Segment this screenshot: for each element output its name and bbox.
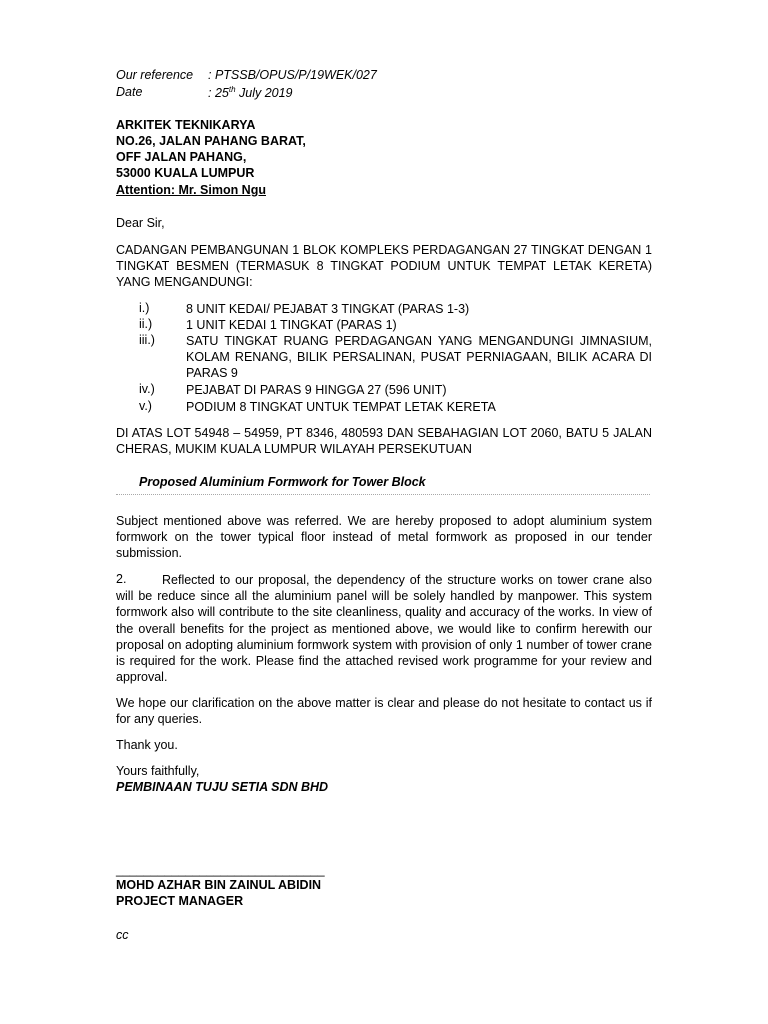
reference-value: : PTSSB/OPUS/P/19WEK/027 xyxy=(208,68,377,82)
list-item-text: PEJABAT DI PARAS 9 HINGGA 27 (596 UNIT) xyxy=(186,383,447,397)
list-item-text: SATU TINGKAT RUANG PERDAGANGAN YANG MENGANDUNGI JIMNASIUM, KOLAM RENANG, BILIK PERSALINAN, PUSAT PERNIAGAAN, BILIK ACARA DI PARAS 9 xyxy=(186,334,652,381)
body-paragraph-2: Reflected to our proposal, the dependency of the structure works on tower crane also will be reduce since all the aluminium panel will be solely handled by manpower. This system formwork also will contribute to the site cleanliness, quality and accuracy of the works. In view of the overall benefits for the project as mentioned above, we would like to confirm herewith our proposal on adopting aluminium formwork system with provision of only 1 number of tower crane is required for the work. Please find the attached revised work programme for your review and approval. xyxy=(116,573,652,685)
body-paragraph-1: Subject mentioned above was referred. We are hereby proposed to adopt aluminium system formwork on the tower typical floor instead of metal formwork as proposed in our tender submission. xyxy=(116,514,652,561)
company-name: PEMBINAAN TUJU SETIA SDN BHD xyxy=(116,780,329,794)
list-item-text: 1 UNIT KEDAI 1 TINGKAT (PARAS 1) xyxy=(186,318,397,332)
date-label: Date xyxy=(116,85,143,99)
list-item-number: ii.) xyxy=(139,317,153,331)
cc-label: cc xyxy=(116,928,129,942)
body-paragraph-3: We hope our clarification on the above matter is clear and please do not hesitate to contact us if for any queries. xyxy=(116,696,652,727)
subject-divider xyxy=(116,494,650,495)
date-ordinal: th xyxy=(228,85,236,94)
valediction: Yours faithfully, xyxy=(116,764,200,778)
recipient-address-line: NO.26, JALAN PAHANG BARAT, xyxy=(116,134,306,148)
salutation: Dear Sir, xyxy=(116,216,165,230)
list-item-number: iv.) xyxy=(139,382,155,396)
reference-label: Our reference xyxy=(116,68,194,82)
recipient-address-line: OFF JALAN PAHANG, xyxy=(116,150,247,164)
project-title: CADANGAN PEMBANGUNAN 1 BLOK KOMPLEKS PERDAGANGAN 27 TINGKAT DENGAN 1 TINGKAT BESMEN (TERMASUK 8 TINGKAT PODIUM UNTUK TEMPAT LETAK KERETA) YANG MENGANDUNGI: xyxy=(116,243,652,290)
date-month-year: July 2019 xyxy=(235,86,293,101)
signatory-name: MOHD AZHAR BIN ZAINUL ABIDIN xyxy=(116,878,322,892)
recipient-attention: Attention: Mr. Simon Ngu xyxy=(116,183,266,197)
thank-you: Thank you. xyxy=(116,738,178,752)
list-item-number: v.) xyxy=(139,399,152,413)
recipient-name: ARKITEK TEKNIKARYA xyxy=(116,118,256,132)
date-day: : 25 xyxy=(208,86,229,101)
date-value xyxy=(208,85,293,100)
project-location: DI ATAS LOT 54948 – 54959, PT 8346, 480593 DAN SEBAHAGIAN LOT 2060, BATU 5 JALAN CHERAS, MUKIM KUALA LUMPUR WILAYAH PERSEKUTUAN xyxy=(116,426,652,457)
paragraph-number: 2. xyxy=(116,572,127,586)
signature-line: ______________________________ xyxy=(116,863,325,877)
signatory-title: PROJECT MANAGER xyxy=(116,894,244,908)
list-item-number: i.) xyxy=(139,301,150,315)
subject-line: Proposed Aluminium Formwork for Tower Block xyxy=(139,475,426,489)
list-item-text: 8 UNIT KEDAI/ PEJABAT 3 TINGKAT (PARAS 1-3) xyxy=(186,302,470,316)
list-item-number: iii.) xyxy=(139,333,155,347)
recipient-postcode-city: 53000 KUALA LUMPUR xyxy=(116,166,255,180)
list-item-text: PODIUM 8 TINGKAT UNTUK TEMPAT LETAK KERETA xyxy=(186,400,496,414)
